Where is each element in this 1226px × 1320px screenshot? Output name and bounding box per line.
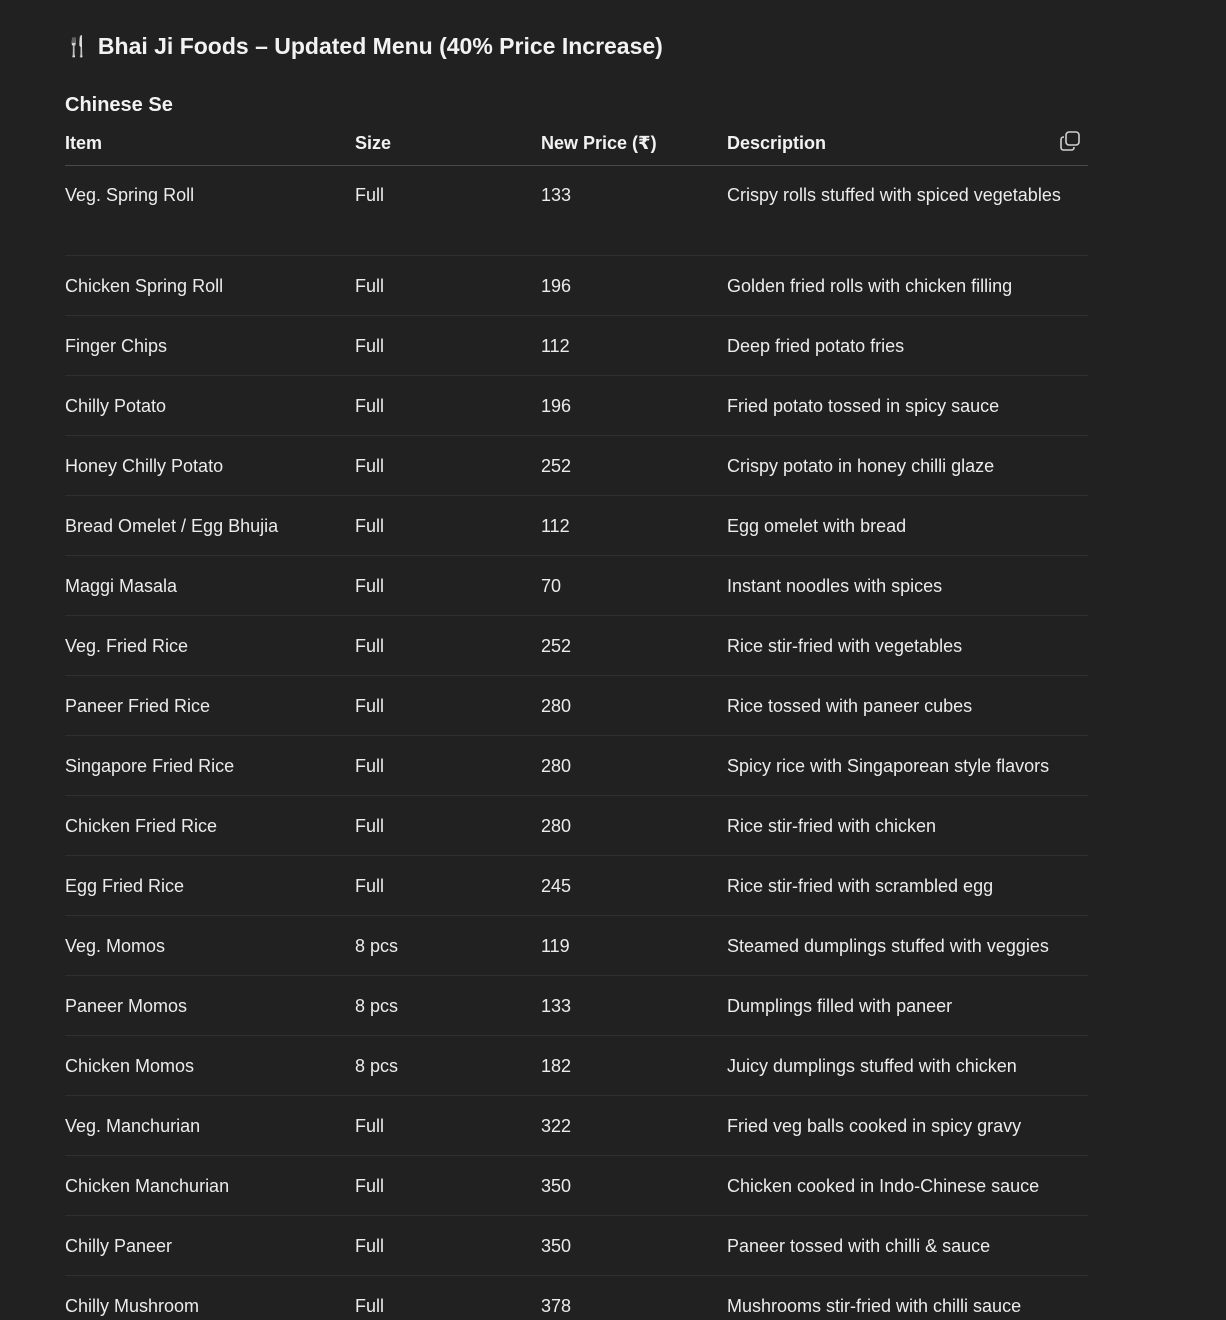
description-cell: Rice stir-fried with scrambled egg: [727, 856, 1088, 916]
description-cell: Paneer tossed with chilli & sauce: [727, 1216, 1088, 1276]
description-cell: Juicy dumplings stuffed with chicken: [727, 1036, 1088, 1096]
item-cell: Chicken Spring Roll: [65, 256, 355, 316]
table-row: [65, 1276, 1088, 1320]
price-cell: 350: [541, 1156, 727, 1216]
page-title: [65, 33, 663, 60]
size-cell: 8 pcs: [355, 976, 541, 1036]
size-cell: Full: [355, 556, 541, 616]
size-cell: Full: [355, 256, 541, 316]
description-cell: Mushrooms stir-fried with chilli sauce: [727, 1276, 1088, 1320]
price-cell: 280: [541, 736, 727, 796]
price-cell: 182: [541, 1036, 727, 1096]
description-cell: Fried potato tossed in spicy sauce: [727, 376, 1088, 436]
fork-knife-icon: 🍴: [65, 36, 90, 58]
item-cell: Chilly Mushroom: [65, 1276, 355, 1320]
menu-table-container: [65, 121, 1088, 1320]
table-header-row: [65, 121, 1088, 166]
item-cell: Veg. Momos: [65, 916, 355, 976]
item-cell: Singapore Fried Rice: [65, 736, 355, 796]
size-cell: Full: [355, 856, 541, 916]
item-cell: Chilly Potato: [65, 376, 355, 436]
price-cell: 322: [541, 1096, 727, 1156]
price-cell: 252: [541, 616, 727, 676]
description-cell: Fried veg balls cooked in spicy gravy: [727, 1096, 1088, 1156]
menu-table: [65, 121, 1088, 1320]
table-body: [65, 166, 1088, 1320]
price-cell: 133: [541, 166, 727, 256]
size-cell: 8 pcs: [355, 916, 541, 976]
item-cell: Chilly Paneer: [65, 1216, 355, 1276]
size-cell: Full: [355, 796, 541, 856]
item-cell: Maggi Masala: [65, 556, 355, 616]
table-row: [65, 166, 1088, 256]
price-cell: 133: [541, 976, 727, 1036]
table-row: [65, 856, 1088, 916]
description-cell: Instant noodles with spices: [727, 556, 1088, 616]
item-cell: Chicken Fried Rice: [65, 796, 355, 856]
table-row: [65, 1216, 1088, 1276]
price-cell: 252: [541, 436, 727, 496]
description-cell: Steamed dumplings stuffed with veggies: [727, 916, 1088, 976]
description-cell: Deep fried potato fries: [727, 316, 1088, 376]
size-cell: Full: [355, 676, 541, 736]
item-cell: Honey Chilly Potato: [65, 436, 355, 496]
item-cell: Paneer Fried Rice: [65, 676, 355, 736]
description-cell: Crispy rolls stuffed with spiced vegetables: [727, 166, 1088, 256]
table-row: [65, 316, 1088, 376]
size-cell: Full: [355, 376, 541, 436]
size-cell: Full: [355, 1096, 541, 1156]
item-cell: Veg. Fried Rice: [65, 616, 355, 676]
price-cell: 112: [541, 496, 727, 556]
description-cell: Crispy potato in honey chilli glaze: [727, 436, 1088, 496]
table-row: [65, 1156, 1088, 1216]
item-cell: Finger Chips: [65, 316, 355, 376]
menu-title: Bhai Ji Foods – Updated Menu (40% Price Increase): [97, 33, 663, 59]
table-row: [65, 556, 1088, 616]
size-cell: 8 pcs: [355, 1036, 541, 1096]
description-cell: Dumplings filled with paneer: [727, 976, 1088, 1036]
table-row: [65, 1096, 1088, 1156]
price-cell: 378: [541, 1276, 727, 1320]
description-cell: Spicy rice with Singaporean style flavors: [727, 736, 1088, 796]
description-cell: Golden fried rolls with chicken filling: [727, 256, 1088, 316]
price-cell: 350: [541, 1216, 727, 1276]
size-cell: Full: [355, 616, 541, 676]
table-row: [65, 736, 1088, 796]
size-cell: Full: [355, 436, 541, 496]
item-cell: Paneer Momos: [65, 976, 355, 1036]
section-heading: Chinese Se: [65, 94, 173, 116]
table-row: [65, 616, 1088, 676]
item-cell: Egg Fried Rice: [65, 856, 355, 916]
table-row: [65, 916, 1088, 976]
description-cell: Chicken cooked in Indo-Chinese sauce: [727, 1156, 1088, 1216]
price-cell: 196: [541, 376, 727, 436]
table-row: [65, 796, 1088, 856]
table-row: [65, 376, 1088, 436]
size-cell: Full: [355, 1276, 541, 1320]
price-cell: 245: [541, 856, 727, 916]
size-cell: Full: [355, 1216, 541, 1276]
price-cell: 119: [541, 916, 727, 976]
table-row: [65, 976, 1088, 1036]
item-cell: Veg. Manchurian: [65, 1096, 355, 1156]
table-row: [65, 1036, 1088, 1096]
price-cell: 196: [541, 256, 727, 316]
size-cell: Full: [355, 736, 541, 796]
column-header-price: New Price (₹): [541, 121, 727, 166]
description-cell: Egg omelet with bread: [727, 496, 1088, 556]
size-cell: Full: [355, 1156, 541, 1216]
item-cell: Chicken Momos: [65, 1036, 355, 1096]
column-header-description: Description: [727, 121, 1088, 166]
item-cell: Bread Omelet / Egg Bhujia: [65, 496, 355, 556]
price-cell: 280: [541, 676, 727, 736]
table-row: [65, 496, 1088, 556]
size-cell: Full: [355, 316, 541, 376]
description-cell: Rice stir-fried with chicken: [727, 796, 1088, 856]
price-cell: 280: [541, 796, 727, 856]
size-cell: Full: [355, 166, 541, 256]
table-row: [65, 676, 1088, 736]
item-cell: Chicken Manchurian: [65, 1156, 355, 1216]
column-header-size: Size: [355, 121, 541, 166]
size-cell: Full: [355, 496, 541, 556]
description-cell: Rice tossed with paneer cubes: [727, 676, 1088, 736]
table-row: [65, 436, 1088, 496]
price-cell: 70: [541, 556, 727, 616]
table-row: [65, 256, 1088, 316]
item-cell: Veg. Spring Roll: [65, 166, 355, 256]
column-header-item: Item: [65, 121, 355, 166]
description-cell: Rice stir-fried with vegetables: [727, 616, 1088, 676]
price-cell: 112: [541, 316, 727, 376]
